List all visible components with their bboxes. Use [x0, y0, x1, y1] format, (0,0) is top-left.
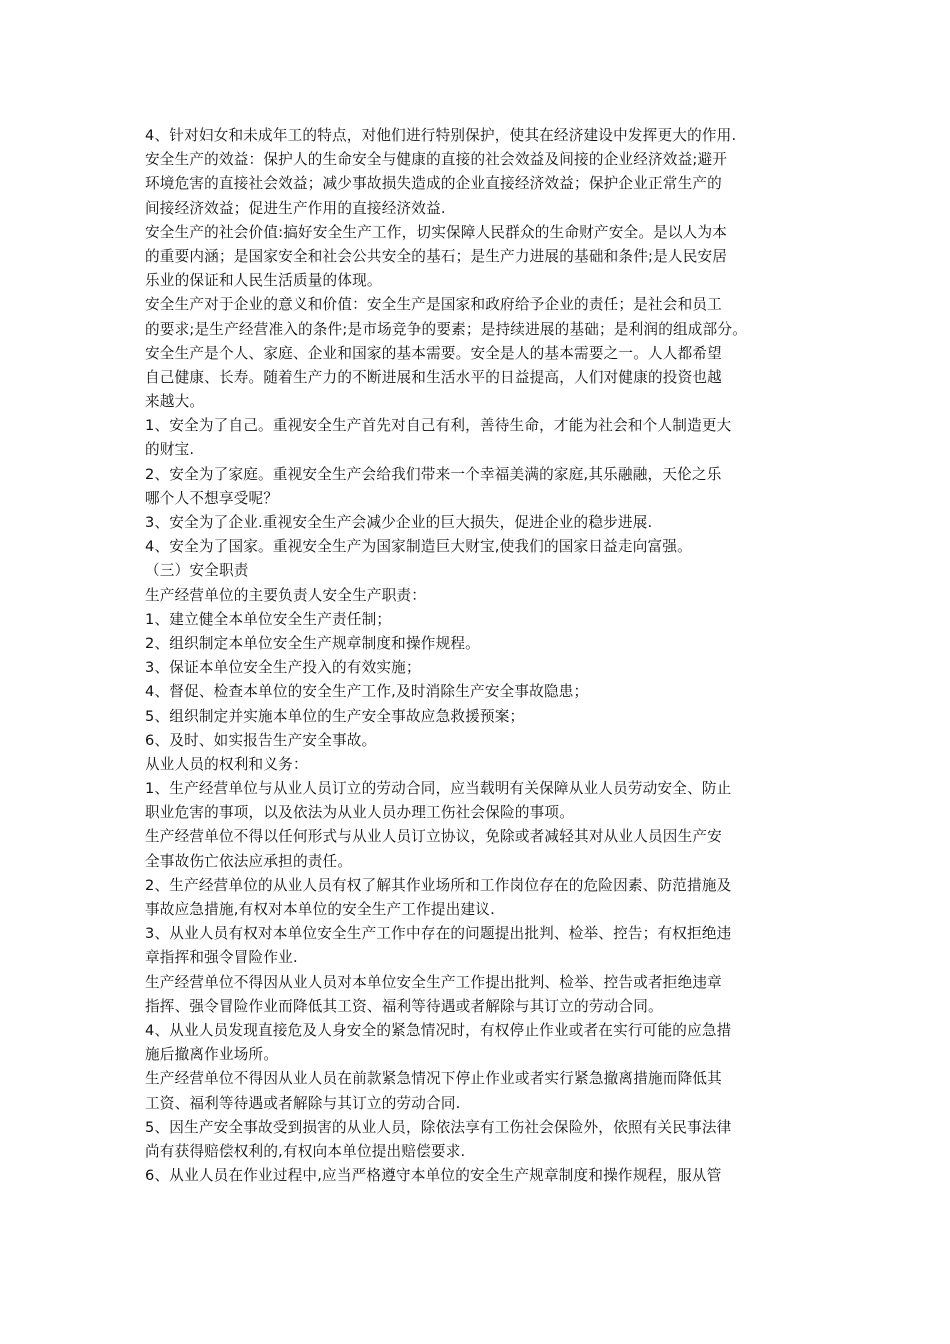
paragraph	[145, 1067, 815, 1115]
text-line: 1、生产经营单位与从业人员订立的劳动合同，应当载明有关保障从业人员劳动安全、防止	[145, 780, 732, 798]
paragraph	[145, 705, 815, 729]
text-line: 4、安全为了国家。重视安全生产为国家制造巨大财宝,使我们的国家日益走向富强。	[145, 538, 692, 556]
paragraph	[145, 511, 815, 535]
text-line: 事故应急措施,有权对本单位的安全生产工作提出建议.	[145, 901, 495, 918]
text-line: 职业危害的事项，以及依法为从业人员办理工伤社会保险的事项。	[145, 804, 575, 822]
paragraph	[145, 971, 815, 1019]
text-line: 自己健康、长寿。随着生产力的不断进展和生活水平的日益提高，人们对健康的投资也越	[145, 368, 722, 386]
paragraph	[145, 293, 815, 341]
text-line: 5、组织制定并实施本单位的生产安全事故应急救援预案；	[145, 707, 525, 725]
paragraph	[145, 124, 815, 148]
paragraph	[145, 559, 815, 583]
paragraph	[145, 535, 815, 559]
paragraph	[145, 1164, 815, 1188]
paragraph	[145, 777, 815, 825]
text-line: 施后撤离作业场所。	[145, 1046, 279, 1064]
text-line: 工资、福利等待遇或者解除与其订立的劳动合同.	[145, 1094, 461, 1112]
text-line: 2、安全为了家庭。重视安全生产会给我们带来一个幸福美满的家庭,其乐融融，天伦之乐	[145, 465, 722, 483]
text-line: 2、生产经营单位的从业人员有权了解其作业场所和工作岗位存在的危险因素、防范措施及	[145, 876, 732, 894]
text-line: 2、组织制定本单位安全生产规章制度和操作规程。	[145, 634, 480, 652]
text-line: 4、从业人员发现直接危及人身安全的紧急情况时，有权停止作业或者在实行可能的应急措	[145, 1021, 732, 1039]
text-line: 哪个人不想享受呢？	[145, 489, 279, 507]
text-line: 安全生产的社会价值:搞好安全生产工作，切实保障人民群众的生命财产安全。是以人为本	[145, 223, 728, 241]
paragraph	[145, 753, 815, 777]
text-line: 3、从业人员有权对本单位安全生产工作中存在的问题提出批判、检举、控告；有权拒绝违	[145, 925, 732, 943]
text-line: 安全生产是个人、家庭、企业和国家的基本需要。安全是人的基本需要之一。人人都希望	[145, 344, 722, 362]
text-line: 安全生产的效益：保护人的生命安全与健康的直接的社会效益及间接的企业经济效益;避开	[145, 151, 728, 169]
text-line: 生产经营单位的主要负责人安全生产职责：	[145, 586, 427, 604]
text-line: 6、及时、如实报告生产安全事故。	[145, 731, 377, 749]
text-line: 来越大。	[145, 393, 205, 411]
text-line: 1、安全为了自己。重视安全生产首先对自己有利，善待生命，才能为社会和个人制造更大	[145, 417, 732, 435]
text-line: （三）安全职责	[145, 562, 249, 580]
text-line: 生产经营单位不得因从业人员对本单位安全生产工作提出批判、检举、控告或者拒绝违章	[145, 973, 722, 991]
text-line: 4、督促、检查本单位的安全生产工作,及时消除生产安全事故隐患；	[145, 683, 589, 701]
text-line: 4、针对妇女和未成年工的特点，对他们进行特别保护，使其在经济建设中发挥更大的作用.	[145, 127, 737, 144]
paragraph	[145, 414, 815, 462]
paragraph	[145, 584, 815, 608]
text-line: 6、从业人员在作业过程中,应当严格遵守本单位的安全生产规章制度和操作规程，服从管	[145, 1167, 722, 1185]
paragraph	[145, 729, 815, 753]
text-line: 的重要内涵；是国家安全和社会公共安全的基石；是生产力进展的基础和条件;是人民安居	[145, 247, 728, 265]
paragraph	[145, 463, 815, 511]
text-line: 生产经营单位不得以任何形式与从业人员订立协议，免除或者减轻其对从业人员因生产安	[145, 828, 722, 846]
text-line: 从业人员的权利和义务：	[145, 755, 308, 773]
text-line: 的财宝.	[145, 441, 195, 459]
paragraph	[145, 148, 815, 221]
paragraph	[145, 680, 815, 704]
text-line: 5、因生产安全事故受到损害的从业人员，除依法享有工伤社会保险外，依照有关民事法律	[145, 1118, 732, 1136]
text-line: 3、保证本单位安全生产投入的有效实施；	[145, 659, 421, 677]
document-body	[145, 124, 815, 1188]
text-line: 3、安全为了企业.重视安全生产会减少企业的巨大损失，促进企业的稳步进展.	[145, 514, 653, 531]
text-line: 安全生产对于企业的意义和价值：安全生产是国家和政府给予企业的责任；是社会和员工	[145, 296, 722, 314]
paragraph	[145, 922, 815, 970]
text-line: 的要求;是生产经营准入的条件;是市场竞争的要素；是持续进展的基础；是利润的组成部分。	[145, 320, 747, 338]
text-line: 指挥、强令冒险作业而降低其工资、福利等待遇或者解除与其订立的劳动合同。	[145, 997, 663, 1015]
text-line: 间接经济效益；促进生产作用的直接经济效益.	[145, 199, 446, 217]
paragraph	[145, 632, 815, 656]
paragraph	[145, 221, 815, 294]
text-line: 生产经营单位不得因从业人员在前款紧急情况下停止作业或者实行紧急撤离措施而降低其	[145, 1070, 722, 1088]
paragraph	[145, 1019, 815, 1067]
text-line: 1、建立健全本单位安全生产责任制；	[145, 610, 392, 628]
paragraph	[145, 656, 815, 680]
paragraph	[145, 874, 815, 922]
paragraph	[145, 1116, 815, 1164]
paragraph	[145, 608, 815, 632]
text-line: 环境危害的直接社会效益；减少事故损失造成的企业直接经济效益；保护企业正常生产的	[145, 175, 722, 193]
paragraph	[145, 825, 815, 873]
text-line: 全事故伤亡依法应承担的责任。	[145, 852, 353, 870]
text-line: 章指挥和强令冒险作业.	[145, 949, 298, 967]
paragraph	[145, 342, 815, 415]
text-line: 尚有获得赔偿权利的,有权向本单位提出赔偿要求.	[145, 1142, 466, 1160]
text-line: 乐业的保证和人民生活质量的体现。	[145, 272, 382, 290]
